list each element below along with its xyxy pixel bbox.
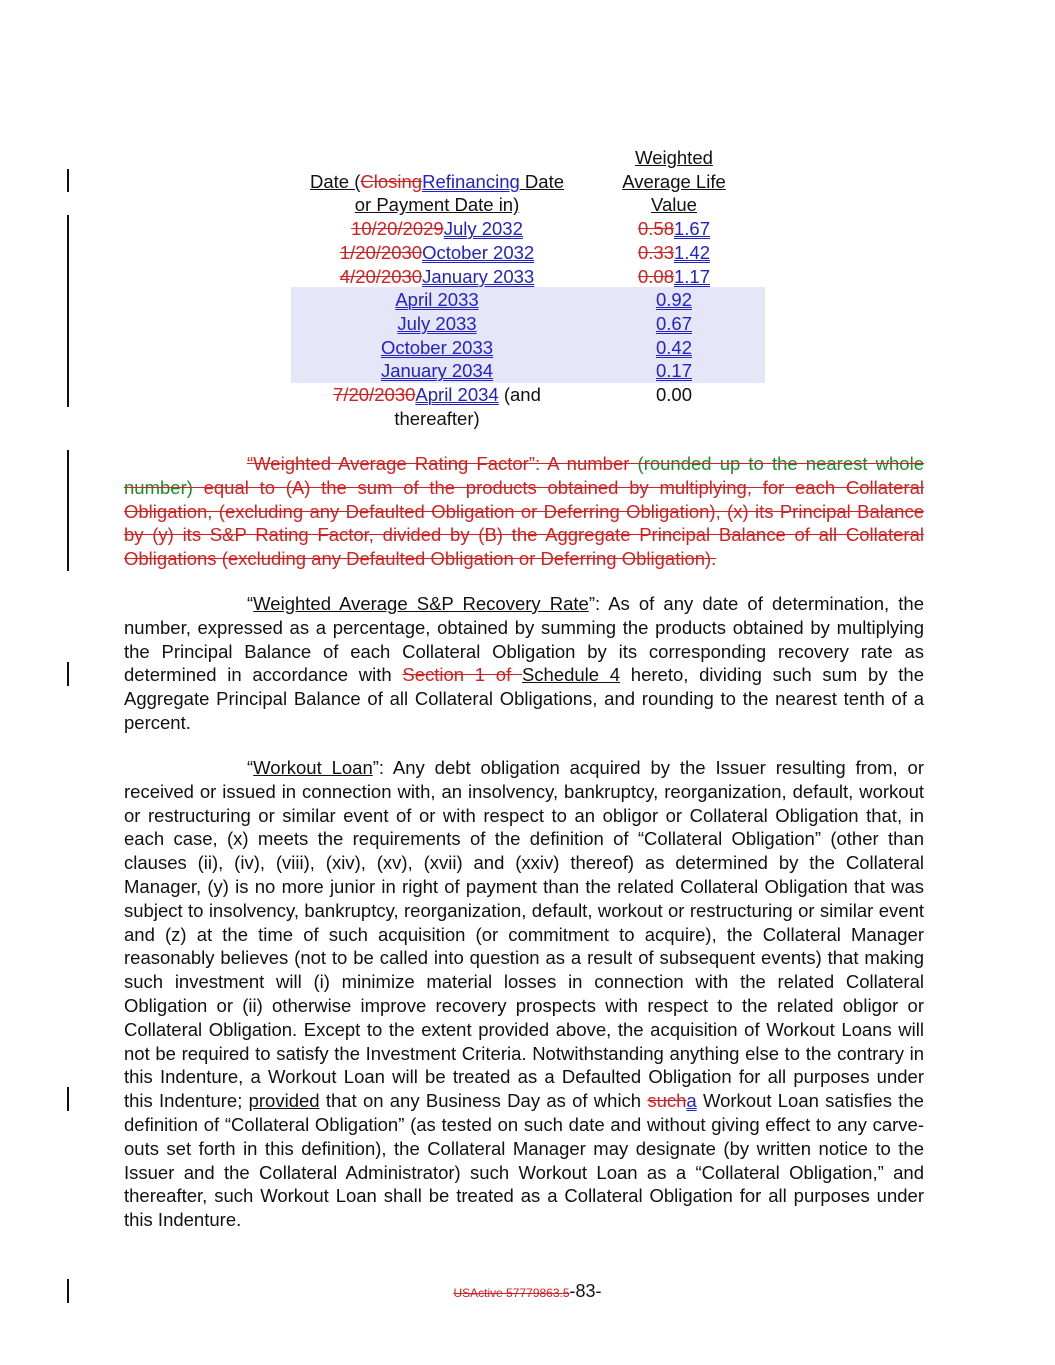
table-header-row-2 xyxy=(291,170,765,194)
page-footer xyxy=(0,1281,1055,1302)
header-average-life: Average Life xyxy=(622,170,726,192)
header-value: Value xyxy=(651,194,697,216)
table-header-row-3 xyxy=(291,193,765,217)
table-row: 1/20/2030October 2032 0.331.42 xyxy=(339,241,711,263)
term-weighted-average-sp-recovery-rate: Weighted Average S&P Recovery Rate xyxy=(253,593,589,614)
document-id: USActive 57779863.5 xyxy=(453,1286,570,1300)
definition-weighted-average-rating-factor: “Weighted Average Rating Factor”: A number (rounded up to the nearest whole number) equal to (A) the sum of the products obtained by multiplying, for each Collateral Obligation, (excluding any Defaulted Obligation or Deferring Obligation), (x) its Principal Balance by (y) its S&P Rating Factor, divided by (B) the Aggregate Principal Balance of all Collateral Obligations (excluding any Defaulted Obligation or Deferring Obligation). xyxy=(124,453,924,570)
header-date: Date (ClosingRefinancing Date xyxy=(309,170,564,192)
table-header-row-1 xyxy=(291,146,765,170)
schedule-4-reference: Schedule 4 xyxy=(521,664,621,686)
table-row-last-continued: thereafter) xyxy=(394,407,480,429)
weighted-average-life-table xyxy=(291,146,765,430)
definition-weighted-average-sp-recovery-rate: “Weighted Average S&P Recovery Rate”: As of any date of determination, the number, expressed as a percentage, obtained by summing the products obtained by multiplying the Principal Balance of each Collateral Obligation by its corresponding recovery rate as determined in accordance with Section 1 of Schedule 4 hereto, dividing such sum by the Aggregate Principal Balance of all Collateral Obligations, and rounding to the nearest tenth of a percent. xyxy=(124,593,924,733)
table-row: 10/20/2029July 2032 0.581.67 xyxy=(351,218,711,240)
change-bar xyxy=(67,450,69,571)
term-weighted-average-rating-factor: Weighted Average Rating Factor xyxy=(253,453,529,474)
change-bar xyxy=(67,662,69,686)
header-weighted: Weighted xyxy=(635,147,713,168)
page-number: -83- xyxy=(569,1281,602,1301)
change-bar xyxy=(67,1087,69,1111)
definition-workout-loan: “Workout Loan”: Any debt obligation acquired by the Issuer resulting from, or received or issued in connection with, an insolvency, bankruptcy, reorganization, default, workout or restructuring or similar event of or with respect to an obligor or Collateral Obligation that, in each case, (x) meets the requirements of the definition of “Collateral Obligation” (other than clauses (ii), (iv), (viii), (xiv), (xv), (xvii) and (xxiv) thereof) as determined by the Collateral Manager, (y) is no more junior in right of payment than the related Collateral Obligation that was subject to insolvency, bankruptcy, reorganization, default, workout or restructuring or similar event and (z) at the time of such acquisition (or commitment to acquire), the Collateral Manager reasonably believes (not to be called into question as a result of subsequent events) that making such investment will (i) minimize material losses in connection with the related Collateral Obligation or (ii) otherwise improve recovery prospects with respect to the related obligor or Collateral Obligation. Except to the extent provided above, the acquisition of Workout Loans will not be required to satisfy the Investment Criteria. Notwithstanding anything else to the contrary in this Indenture, a Workout Loan will be treated as a Defaulted Obligation for all purposes under this Indenture; provided that on any Business Day as of which sucha Workout Loan satisfies the definition of “Collateral Obligation” (as tested on such date and without giving effect to any carve-outs set forth in this definition), the Collateral Manager may designate (by written notice to the Issuer and the Collateral Administrator) such Workout Loan as a “Collateral Obligation,” and thereafter, such Workout Loan shall be treated as a Collateral Obligation for all purposes under this Indenture. xyxy=(124,757,924,1231)
table-row: July 2033 0.67 xyxy=(397,312,692,334)
term-workout-loan: Workout Loan xyxy=(253,757,373,778)
table-row: 4/20/2030January 2033 0.081.17 xyxy=(339,265,711,287)
table-row: January 2034 0.17 xyxy=(380,360,692,382)
table-row-last: 7/20/2030April 2034 (and 0.00 xyxy=(333,384,692,406)
header-payment-date: or Payment Date in) xyxy=(354,194,520,216)
table-row: October 2033 0.42 xyxy=(380,336,692,358)
change-bar xyxy=(67,169,69,192)
change-bar xyxy=(67,215,69,407)
table-row: April 2033 0.92 xyxy=(395,289,692,311)
